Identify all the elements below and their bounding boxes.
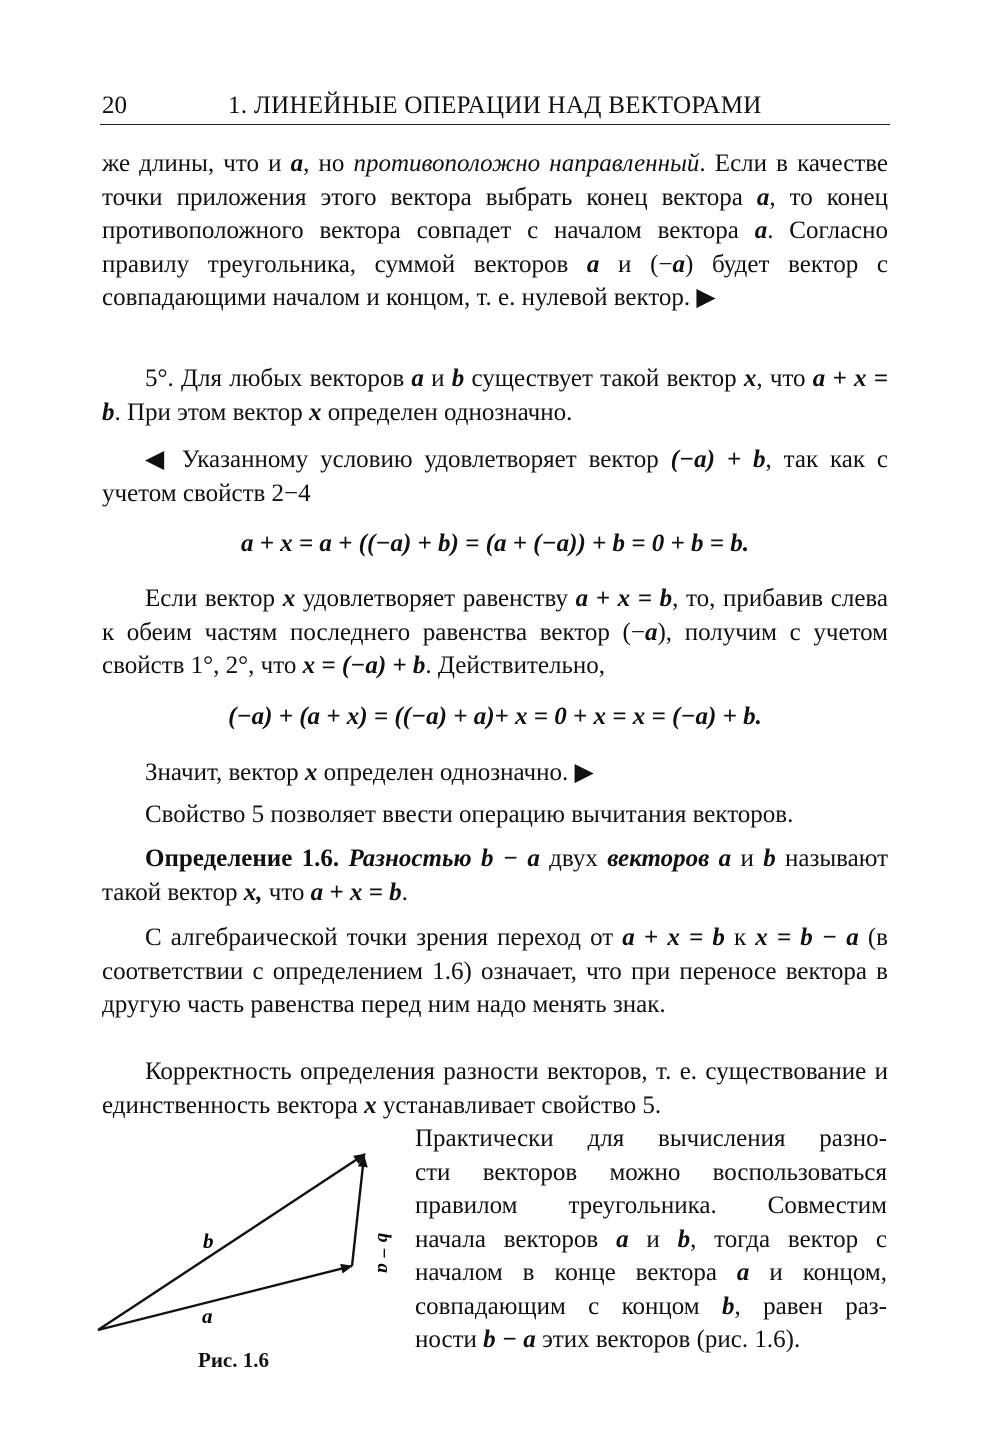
paragraph-conclusion: Значит, вектор x определен однозначно. ▶ xyxy=(145,759,594,786)
definition-1-6: Определение 1.6. Разностью b − a двух векторов a и b называют такой вектор x, что a + x = b. xyxy=(102,845,889,906)
chapter-title: 1. ЛИНЕЙНЫЕ ОПЕРАЦИИ НАД ВЕКТОРАМИ xyxy=(228,92,762,119)
running-header xyxy=(100,88,890,125)
paragraph-uniqueness: Если вектор x удовлетворяет равенству a + x = b, то, прибавив слева к обеим частям последнего равенства вектор (−a), получим с учетом свойств 1°, 2°, что x = (−a) + b. Действительно, xyxy=(102,585,889,679)
paragraph-correctness: Корректность определения разности векторов, т. е. существование и единственность вектора x устанавливает свойство 5. xyxy=(102,1058,888,1119)
formula-2: (−a) + (a + x) = ((−a) + a)+ x = 0 + x = x = (−a) + b. xyxy=(228,703,762,730)
label-b: b xyxy=(203,1229,214,1253)
label-b-minus-a: b − a xyxy=(373,1233,394,1274)
vector-a-arrow xyxy=(98,1266,352,1330)
side-line: началом в конце вектора a и концом, xyxy=(415,1259,887,1286)
paragraph-subtraction-intro: Свойство 5 позволяет ввести операцию вычитания векторов. xyxy=(145,801,794,828)
paragraph-algebraic-view: С алгебраической точки зрения переход от a + x = b к x = b − a (в соответствии с определением 1.6) означает, что при переносе вектора в другую часть равенства перед ним надо менять знак. xyxy=(102,924,888,1018)
side-line: Практически для вычисления разно- xyxy=(415,1125,887,1152)
side-line: начала векторов a и b, тогда вектор с xyxy=(415,1225,887,1253)
formula-1: a + x = a + ((−a) + b) = (a + (−a)) + b = 0 + b = b. xyxy=(240,530,750,557)
vector-difference-figure xyxy=(90,1140,394,1340)
side-paragraph-triangle-rule xyxy=(415,1122,887,1357)
paragraph-1: же длины, что и a, но противоположно направленный. Если в качестве точки приложения этого вектора выбрать конец вектора a, то конец противоположного вектора совпадет с началом вектора a. Согласно правилу треугольника, суммой векторов a и (−a) будет вектор с совпадающими началом и концом, т. е. нулевой вектор. ▶ xyxy=(102,150,889,311)
paragraph-property-5: 5°. Для любых векторов a и b существует такой вектор x, что a + x = b. При этом вектор x определен однозначно. xyxy=(102,365,889,426)
figure-caption: Рис. 1.6 xyxy=(198,1348,269,1372)
label-a: a xyxy=(202,1304,213,1328)
vector-b-arrow xyxy=(98,1154,365,1330)
vector-b-minus-a-arrow xyxy=(352,1156,364,1266)
side-line: сти векторов можно воспользоваться xyxy=(415,1158,887,1186)
page-number: 20 xyxy=(102,92,127,119)
side-line: правилом треугольника. Совместим xyxy=(415,1192,887,1219)
side-line: совпадающим с концом b, равен раз- xyxy=(415,1292,887,1320)
side-line: ности b − a этих векторов (рис. 1.6). xyxy=(415,1326,801,1353)
paragraph-proof-start: ◀ Указанному условию удовлетворяет вектор (−a) + b, так как с учетом свойств 2−4 xyxy=(102,446,888,507)
